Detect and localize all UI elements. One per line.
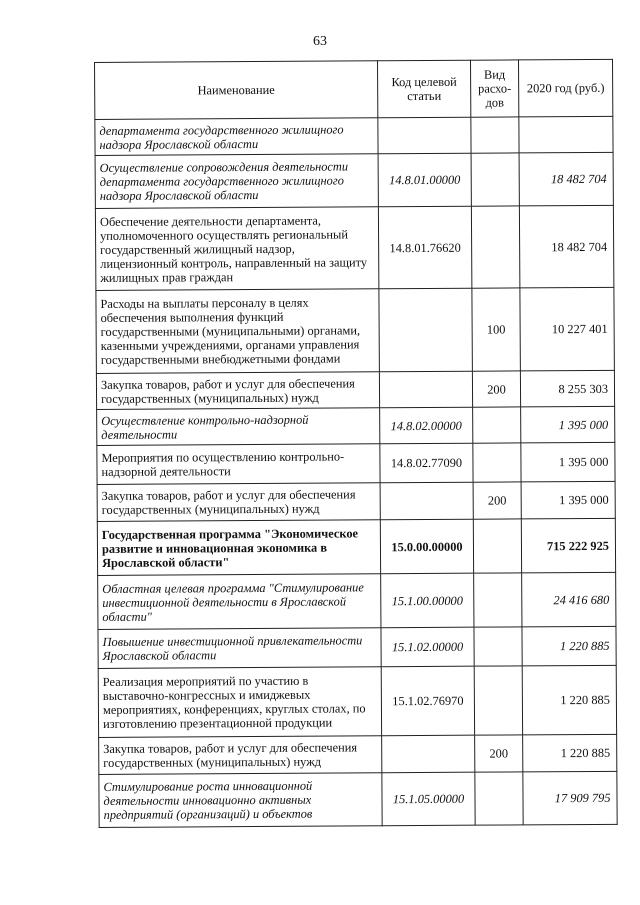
table-row [99,734,617,774]
cell-name: Повышение инвестиционной привлекательности Ярославской области [98,628,381,669]
table-row [96,370,614,409]
table-row [95,205,613,290]
cell-type [473,443,521,482]
cell-code [378,117,471,154]
cell-type: 100 [472,288,521,371]
cell-type: 200 [475,735,523,772]
cell-amount: 1 220 885 [522,626,616,666]
cell-type [471,153,519,206]
cell-code [382,735,475,773]
budget-table [94,59,618,828]
cell-code [379,371,472,408]
cell-amount: 10 227 401 [520,287,615,371]
cell-name: Областная целевая программа "Стимулирование инвестиционной деятельности в Ярославской области" [98,574,381,630]
table-row [98,572,616,629]
table-row [98,626,616,668]
table-header-row [95,59,613,119]
table-row [95,152,613,208]
cell-code: 15.1.02.76970 [381,666,474,736]
header-code: Код целевой статьи [377,60,470,118]
cell-name: Стимулирование роста инновационной деятельности инновационно активных предприятий (организаций) и объектов [99,773,382,828]
cell-amount: 24 416 680 [522,572,616,627]
cell-name: Расходы на выплаты персоналу в целях обеспечения выполнения функций государственными (муниципальными) органами, казенными учреждениями, органами управления государственными внебюджетными фондами [96,289,380,374]
cell-amount: 1 395 000 [521,442,615,482]
cell-name: Обеспечение деятельности департамента, уполномоченного осуществлять региональный государственный жилищный надзор, лицензионный контроль, направленный на защиту жилищных прав граждан [95,207,378,291]
cell-code: 15.0.00.00000 [380,519,473,574]
header-amount: 2020 год (руб.) [518,59,612,117]
cell-code: 14.8.01.00000 [378,153,471,207]
cell-code: 15.1.05.00000 [382,772,475,826]
header-name: Наименование [95,61,378,120]
table-row [97,406,615,445]
table-row [97,518,615,575]
table-row [95,116,613,155]
cell-type [474,666,522,735]
cell-amount: 18 482 704 [519,205,613,288]
table-row [97,481,615,521]
table-row [96,287,614,373]
cell-type [473,519,521,573]
cell-code: 15.1.02.00000 [381,627,474,667]
cell-name: Закупка товаров, работ и услуг для обеспечения государственных (муниципальных) нужд [99,736,382,775]
page-number: 63 [313,34,327,49]
cell-type [471,206,520,288]
cell-code: 14.8.02.77090 [380,443,473,483]
table-row [97,442,615,484]
cell-name: Мероприятия по осуществлению контрольно-надзорной деятельности [97,444,380,485]
cell-amount: 1 395 000 [521,481,615,519]
cell-name: Государственная программа "Экономическое развитие и инновационная экономика в Ярославской области" [97,520,380,576]
cell-amount: 1 220 885 [522,665,616,735]
cell-amount: 17 909 795 [523,771,617,825]
cell-type: 200 [473,482,521,519]
cell-code: 15.1.00.00000 [381,573,474,628]
cell-amount: 8 255 303 [520,370,614,407]
cell-code [379,288,473,372]
cell-name: Реализация мероприятий по участию в выставочно-конгрессных и имиджевых мероприятиях, конференциях, круглых столах, по изготовлению презентационной продукции [98,667,381,738]
cell-type [471,117,519,153]
header-type: Вид расхо-дов [470,60,518,117]
cell-type [473,407,521,443]
cell-type: 200 [472,371,520,407]
cell-code [380,482,473,520]
cell-name: Осуществление сопровождения деятельности департамента государственного жилищного надзора Ярославской области [95,154,378,209]
table-body [95,116,617,827]
cell-type [475,772,523,825]
cell-amount: 1 395 000 [521,406,615,443]
cell-code: 14.8.01.76620 [378,206,471,289]
cell-name: Закупка товаров, работ и услуг для обеспечения государственных (муниципальных) нужд [96,372,379,410]
table-row [99,771,617,827]
cell-name: Осуществление контрольно-надзорной деятельности [97,408,380,446]
cell-amount: 18 482 704 [519,152,613,206]
table-row [98,665,616,737]
cell-amount: 1 220 885 [523,734,617,772]
cell-amount: 715 222 925 [521,518,615,573]
cell-name: Закупка товаров, работ и услуг для обеспечения государственных (муниципальных) нужд [97,483,380,522]
cell-type [474,627,522,666]
cell-type [474,573,522,627]
cell-amount [519,116,613,153]
cell-name: департамента государственного жилищного надзора Ярославской области [95,118,378,156]
cell-code: 14.8.02.00000 [380,407,473,444]
